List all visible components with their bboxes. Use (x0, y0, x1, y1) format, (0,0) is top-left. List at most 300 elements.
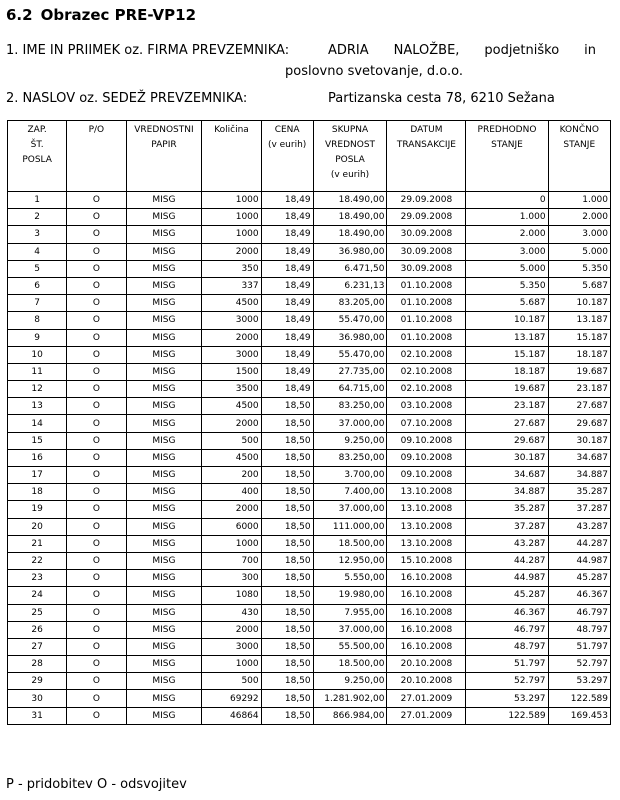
table-cell: 1 (8, 192, 67, 209)
table-row (8, 329, 611, 346)
table-cell: 18,49 (261, 295, 313, 312)
column-header (261, 121, 313, 192)
table-cell: 18,50 (261, 415, 313, 432)
section-number: 6.2 (6, 6, 33, 24)
table-cell: 29.09.2008 (387, 192, 466, 209)
table-cell: 122.589 (548, 690, 610, 707)
table-cell: 23.187 (548, 381, 610, 398)
table-cell: 02.10.2008 (387, 381, 466, 398)
table-cell: 55.470,00 (313, 312, 387, 329)
table-row (8, 260, 611, 277)
table-cell: 0 (466, 192, 548, 209)
table-cell: 53.297 (466, 690, 548, 707)
table-cell: 23.187 (466, 398, 548, 415)
table-cell: 5.687 (548, 277, 610, 294)
column-header-line: SKUPNA (331, 125, 369, 135)
table-cell: O (67, 277, 126, 294)
table-cell: 169.453 (548, 707, 610, 724)
table-cell: 18,50 (261, 449, 313, 466)
table-cell: 10.187 (548, 295, 610, 312)
table-cell: 43.287 (466, 535, 548, 552)
table-row (8, 518, 611, 535)
column-header (387, 121, 466, 192)
table-cell: MISG (126, 552, 202, 569)
table-row (8, 415, 611, 432)
table-cell: 13.187 (466, 329, 548, 346)
table-cell: 13.187 (548, 312, 610, 329)
table-cell: O (67, 604, 126, 621)
column-header-line: CENA (274, 125, 300, 135)
table-cell: O (67, 621, 126, 638)
table-cell: 3.000 (548, 226, 610, 243)
table-row (8, 346, 611, 363)
table-cell: MISG (126, 621, 202, 638)
table-cell: 23 (8, 570, 67, 587)
column-header-line: TRANSAKCIJE (396, 140, 456, 150)
table-cell: 3000 (202, 312, 261, 329)
table-cell: 37.000,00 (313, 415, 387, 432)
table-cell: 16 (8, 449, 67, 466)
table-row (8, 381, 611, 398)
table-cell: 18,49 (261, 312, 313, 329)
table-cell: 2000 (202, 501, 261, 518)
table-cell: 53.297 (548, 673, 610, 690)
table-cell: 18,50 (261, 398, 313, 415)
table-cell: 46.367 (466, 604, 548, 621)
table-cell: 29.687 (548, 415, 610, 432)
table-cell: O (67, 690, 126, 707)
table-cell: 13.10.2008 (387, 484, 466, 501)
table-cell: 5.687 (466, 295, 548, 312)
table-cell: 44.287 (466, 552, 548, 569)
table-cell: O (67, 226, 126, 243)
table-cell: 18,50 (261, 518, 313, 535)
table-cell: 400 (202, 484, 261, 501)
table-cell: 18,50 (261, 707, 313, 724)
table-cell: 18,50 (261, 638, 313, 655)
table-cell: 9 (8, 329, 67, 346)
field-label-name: 1. IME IN PRIIMEK oz. FIRMA PREVZEMNIKA: (6, 43, 290, 58)
table-cell: 18,50 (261, 467, 313, 484)
table-cell: 2000 (202, 243, 261, 260)
table-cell: MISG (126, 587, 202, 604)
table-cell: 17 (8, 467, 67, 484)
table-cell: 35.287 (548, 484, 610, 501)
table-cell: MISG (126, 656, 202, 673)
table-cell: 27.687 (466, 415, 548, 432)
table-cell: 22 (8, 552, 67, 569)
table-cell: 18,49 (261, 363, 313, 380)
table-cell: 6.231,13 (313, 277, 387, 294)
table-cell: MISG (126, 415, 202, 432)
table-cell: 07.10.2008 (387, 415, 466, 432)
field-value-name-word: NALOŽBE, (393, 43, 460, 58)
table-cell: MISG (126, 484, 202, 501)
table-cell: 64.715,00 (313, 381, 387, 398)
table-cell: 46.367 (548, 587, 610, 604)
table-cell: 28 (8, 656, 67, 673)
table-cell: MISG (126, 277, 202, 294)
table-cell: 45.287 (466, 587, 548, 604)
table-cell: 19.687 (548, 363, 610, 380)
table-cell: 51.797 (466, 656, 548, 673)
table-cell: 18,50 (261, 604, 313, 621)
table-cell: 866.984,00 (313, 707, 387, 724)
table-cell: 37.287 (548, 501, 610, 518)
table-cell: MISG (126, 467, 202, 484)
table-cell: 45.287 (548, 570, 610, 587)
table-cell: 83.250,00 (313, 398, 387, 415)
table-cell: 21 (8, 535, 67, 552)
field-value-name-word: ADRIA (328, 43, 369, 58)
column-header (466, 121, 548, 192)
table-cell: 69292 (202, 690, 261, 707)
table-cell: 20.10.2008 (387, 656, 466, 673)
table-cell: 18,49 (261, 346, 313, 363)
table-row (8, 295, 611, 312)
table-cell: O (67, 570, 126, 587)
table-cell: 01.10.2008 (387, 329, 466, 346)
table-cell: 3000 (202, 638, 261, 655)
table-cell: 2.000 (548, 209, 610, 226)
table-cell: 18,50 (261, 552, 313, 569)
table-cell: 122.589 (466, 707, 548, 724)
table-cell: 55.500,00 (313, 638, 387, 655)
table-cell: 18,49 (261, 329, 313, 346)
table-cell: O (67, 398, 126, 415)
table-cell: 27.687 (548, 398, 610, 415)
table-cell: 4500 (202, 398, 261, 415)
table-cell: 13.10.2008 (387, 518, 466, 535)
table-cell: 09.10.2008 (387, 432, 466, 449)
table-cell: 9.250,00 (313, 432, 387, 449)
table-cell: O (67, 707, 126, 724)
table-cell: 5.000 (466, 260, 548, 277)
table-cell: 14 (8, 415, 67, 432)
table-cell: 18.187 (466, 363, 548, 380)
table-cell: 6.471,50 (313, 260, 387, 277)
table-row (8, 209, 611, 226)
table-cell: 48.797 (466, 638, 548, 655)
table-cell: MISG (126, 604, 202, 621)
column-header-line: VREDNOSTNI (134, 125, 194, 135)
table-cell: 2.000 (466, 226, 548, 243)
table-cell: 48.797 (548, 621, 610, 638)
table-cell: MISG (126, 226, 202, 243)
table-cell: 337 (202, 277, 261, 294)
table-cell: 83.250,00 (313, 449, 387, 466)
table-row (8, 638, 611, 655)
field-value-name (328, 43, 596, 58)
table-cell: 6000 (202, 518, 261, 535)
table-cell: 1.281.902,00 (313, 690, 387, 707)
table-cell: O (67, 535, 126, 552)
table-cell: O (67, 192, 126, 209)
column-header-line: ZAP. (27, 125, 47, 135)
table-header-row (8, 121, 611, 192)
table-cell: MISG (126, 363, 202, 380)
table-row (8, 673, 611, 690)
field-value-name-word: in (584, 43, 596, 58)
column-header-line: P/O (88, 125, 105, 135)
table-cell: O (67, 381, 126, 398)
column-header (67, 121, 126, 192)
table-cell: MISG (126, 673, 202, 690)
table-cell: 18,50 (261, 656, 313, 673)
section-title-text: Obrazec PRE-VP12 (40, 6, 197, 24)
table-cell: 1.000 (466, 209, 548, 226)
table-cell: 35.287 (466, 501, 548, 518)
column-header-line: POSLA (22, 155, 52, 165)
table-cell: O (67, 656, 126, 673)
table-cell: MISG (126, 638, 202, 655)
table-cell: 44.987 (548, 552, 610, 569)
table-cell: 10 (8, 346, 67, 363)
table-cell: 700 (202, 552, 261, 569)
table-cell: 55.470,00 (313, 346, 387, 363)
table-cell: 44.987 (466, 570, 548, 587)
table-cell: 16.10.2008 (387, 638, 466, 655)
table-row (8, 501, 611, 518)
table-cell: 52.797 (466, 673, 548, 690)
table-cell: MISG (126, 243, 202, 260)
table-cell: 34.687 (548, 449, 610, 466)
table-cell: 1000 (202, 535, 261, 552)
table-cell: 30.09.2008 (387, 243, 466, 260)
table-cell: 01.10.2008 (387, 277, 466, 294)
table-row (8, 604, 611, 621)
table-cell: 12 (8, 381, 67, 398)
table-cell: 34.887 (466, 484, 548, 501)
table-cell: 44.287 (548, 535, 610, 552)
table-cell: 43.287 (548, 518, 610, 535)
table-cell: 2000 (202, 621, 261, 638)
table-cell: 350 (202, 260, 261, 277)
table-cell: 29.687 (466, 432, 548, 449)
table-row (8, 621, 611, 638)
table-cell: 18,49 (261, 381, 313, 398)
table-row (8, 432, 611, 449)
table-cell: O (67, 295, 126, 312)
column-header-line: (v eurih) (267, 140, 307, 150)
table-cell: 01.10.2008 (387, 312, 466, 329)
table-cell: MISG (126, 690, 202, 707)
table-cell: 18.490,00 (313, 226, 387, 243)
table-cell: O (67, 415, 126, 432)
table-cell: 16.10.2008 (387, 621, 466, 638)
table-cell: 09.10.2008 (387, 449, 466, 466)
table-cell: 7 (8, 295, 67, 312)
table-cell: MISG (126, 535, 202, 552)
column-header-line: STANJE (563, 140, 596, 150)
column-header (126, 121, 202, 192)
table-cell: 3 (8, 226, 67, 243)
table-cell: O (67, 518, 126, 535)
table-row (8, 467, 611, 484)
table-row (8, 552, 611, 569)
table-cell: MISG (126, 346, 202, 363)
table-cell: O (67, 260, 126, 277)
table-row (8, 656, 611, 673)
table-cell: 18,49 (261, 209, 313, 226)
table-cell: MISG (126, 707, 202, 724)
column-header-line: STANJE (491, 140, 523, 150)
table-cell: O (67, 312, 126, 329)
table-cell: O (67, 552, 126, 569)
table-cell: 2000 (202, 329, 261, 346)
table-cell: 4500 (202, 449, 261, 466)
table-cell: 30.09.2008 (387, 226, 466, 243)
table-cell: O (67, 363, 126, 380)
table-cell: 2 (8, 209, 67, 226)
table-cell: 18,50 (261, 570, 313, 587)
table-cell: O (67, 209, 126, 226)
table-cell: O (67, 673, 126, 690)
table-cell: 37.000,00 (313, 621, 387, 638)
table-cell: MISG (126, 398, 202, 415)
table-cell: 36.980,00 (313, 243, 387, 260)
table-cell: 11 (8, 363, 67, 380)
table-row (8, 363, 611, 380)
table-cell: 8 (8, 312, 67, 329)
table-cell: 12.950,00 (313, 552, 387, 569)
table-cell: 13 (8, 398, 67, 415)
legend-footer: P - pridobitev O - odsvojitev (6, 777, 187, 792)
table-cell: 19.980,00 (313, 587, 387, 604)
table-cell: 29.09.2008 (387, 209, 466, 226)
table-cell: 9.250,00 (313, 673, 387, 690)
table-cell: O (67, 501, 126, 518)
column-header (8, 121, 67, 192)
table-cell: 200 (202, 467, 261, 484)
table-row (8, 192, 611, 209)
table-cell: MISG (126, 192, 202, 209)
table-cell: 500 (202, 673, 261, 690)
table-cell: 46864 (202, 707, 261, 724)
field-value-name-word: podjetniško (484, 43, 560, 58)
table-cell: 4 (8, 243, 67, 260)
table-cell: O (67, 346, 126, 363)
table-cell: 18,49 (261, 226, 313, 243)
table-cell: 30.09.2008 (387, 260, 466, 277)
table-cell: MISG (126, 312, 202, 329)
table-cell: O (67, 587, 126, 604)
table-cell: MISG (126, 518, 202, 535)
table-cell: 01.10.2008 (387, 295, 466, 312)
table-cell: 1080 (202, 587, 261, 604)
table-cell: 500 (202, 432, 261, 449)
table-cell: 300 (202, 570, 261, 587)
table-cell: 25 (8, 604, 67, 621)
table-cell: 18,49 (261, 277, 313, 294)
column-header-line: PAPIR (151, 140, 177, 150)
table-cell: 18,49 (261, 192, 313, 209)
field-value-address: Partizanska cesta 78, 6210 Sežana (328, 91, 555, 106)
table-cell: 37.000,00 (313, 501, 387, 518)
table-cell: 26 (8, 621, 67, 638)
table-row (8, 449, 611, 466)
table-cell: 18,50 (261, 621, 313, 638)
table-cell: 111.000,00 (313, 518, 387, 535)
table-cell: 7.400,00 (313, 484, 387, 501)
column-header-line: VREDNOST (324, 140, 376, 150)
column-header-line: KONČNO (559, 125, 599, 135)
table-row (8, 398, 611, 415)
table-cell: 6 (8, 277, 67, 294)
table-cell: 24 (8, 587, 67, 604)
table-cell: 1000 (202, 209, 261, 226)
table-cell: 16.10.2008 (387, 587, 466, 604)
table-cell: 5.550,00 (313, 570, 387, 587)
table-cell: 2000 (202, 415, 261, 432)
table-cell: 1500 (202, 363, 261, 380)
table-cell: MISG (126, 570, 202, 587)
table-cell: 16.10.2008 (387, 604, 466, 621)
table-cell: 29 (8, 673, 67, 690)
table-cell: 18,49 (261, 243, 313, 260)
table-cell: 1000 (202, 656, 261, 673)
table-cell: 20.10.2008 (387, 673, 466, 690)
table-cell: 1000 (202, 226, 261, 243)
table-row (8, 312, 611, 329)
table-cell: 27.01.2009 (387, 707, 466, 724)
column-header-line: ŠT. (30, 140, 44, 150)
column-header (313, 121, 387, 192)
table-cell: MISG (126, 260, 202, 277)
column-header-line: (v eurih) (330, 170, 370, 180)
table-cell: 15.187 (548, 329, 610, 346)
table-cell: 18,50 (261, 587, 313, 604)
table-cell: 37.287 (466, 518, 548, 535)
table-cell: MISG (126, 432, 202, 449)
table-cell: MISG (126, 501, 202, 518)
table-cell: 30 (8, 690, 67, 707)
field-label-address: 2. NASLOV oz. SEDEŽ PREVZEMNIKA: (6, 91, 248, 106)
table-cell: 52.797 (548, 656, 610, 673)
table-cell: 5 (8, 260, 67, 277)
column-header (548, 121, 610, 192)
table-cell: 02.10.2008 (387, 363, 466, 380)
table-cell: 27 (8, 638, 67, 655)
table-cell: 20 (8, 518, 67, 535)
table-cell: 3.700,00 (313, 467, 387, 484)
table-cell: 3000 (202, 346, 261, 363)
table-cell: 18.500,00 (313, 656, 387, 673)
column-header-line: POSLA (335, 155, 365, 165)
table-row (8, 243, 611, 260)
table-cell: MISG (126, 295, 202, 312)
table-cell: 18.187 (548, 346, 610, 363)
table-cell: 18.500,00 (313, 535, 387, 552)
table-cell: 10.187 (466, 312, 548, 329)
table-cell: MISG (126, 381, 202, 398)
table-cell: 4500 (202, 295, 261, 312)
section-title (6, 6, 196, 24)
table-cell: 430 (202, 604, 261, 621)
table-cell: 31 (8, 707, 67, 724)
table-cell: O (67, 432, 126, 449)
table-row (8, 690, 611, 707)
table-cell: 18,50 (261, 501, 313, 518)
table-cell: 36.980,00 (313, 329, 387, 346)
table-cell: 19.687 (466, 381, 548, 398)
table-cell: 30.187 (466, 449, 548, 466)
table-cell: O (67, 329, 126, 346)
table-cell: 16.10.2008 (387, 570, 466, 587)
table-row (8, 226, 611, 243)
column-header-line: Količina (214, 125, 249, 135)
table-cell: 34.687 (466, 467, 548, 484)
